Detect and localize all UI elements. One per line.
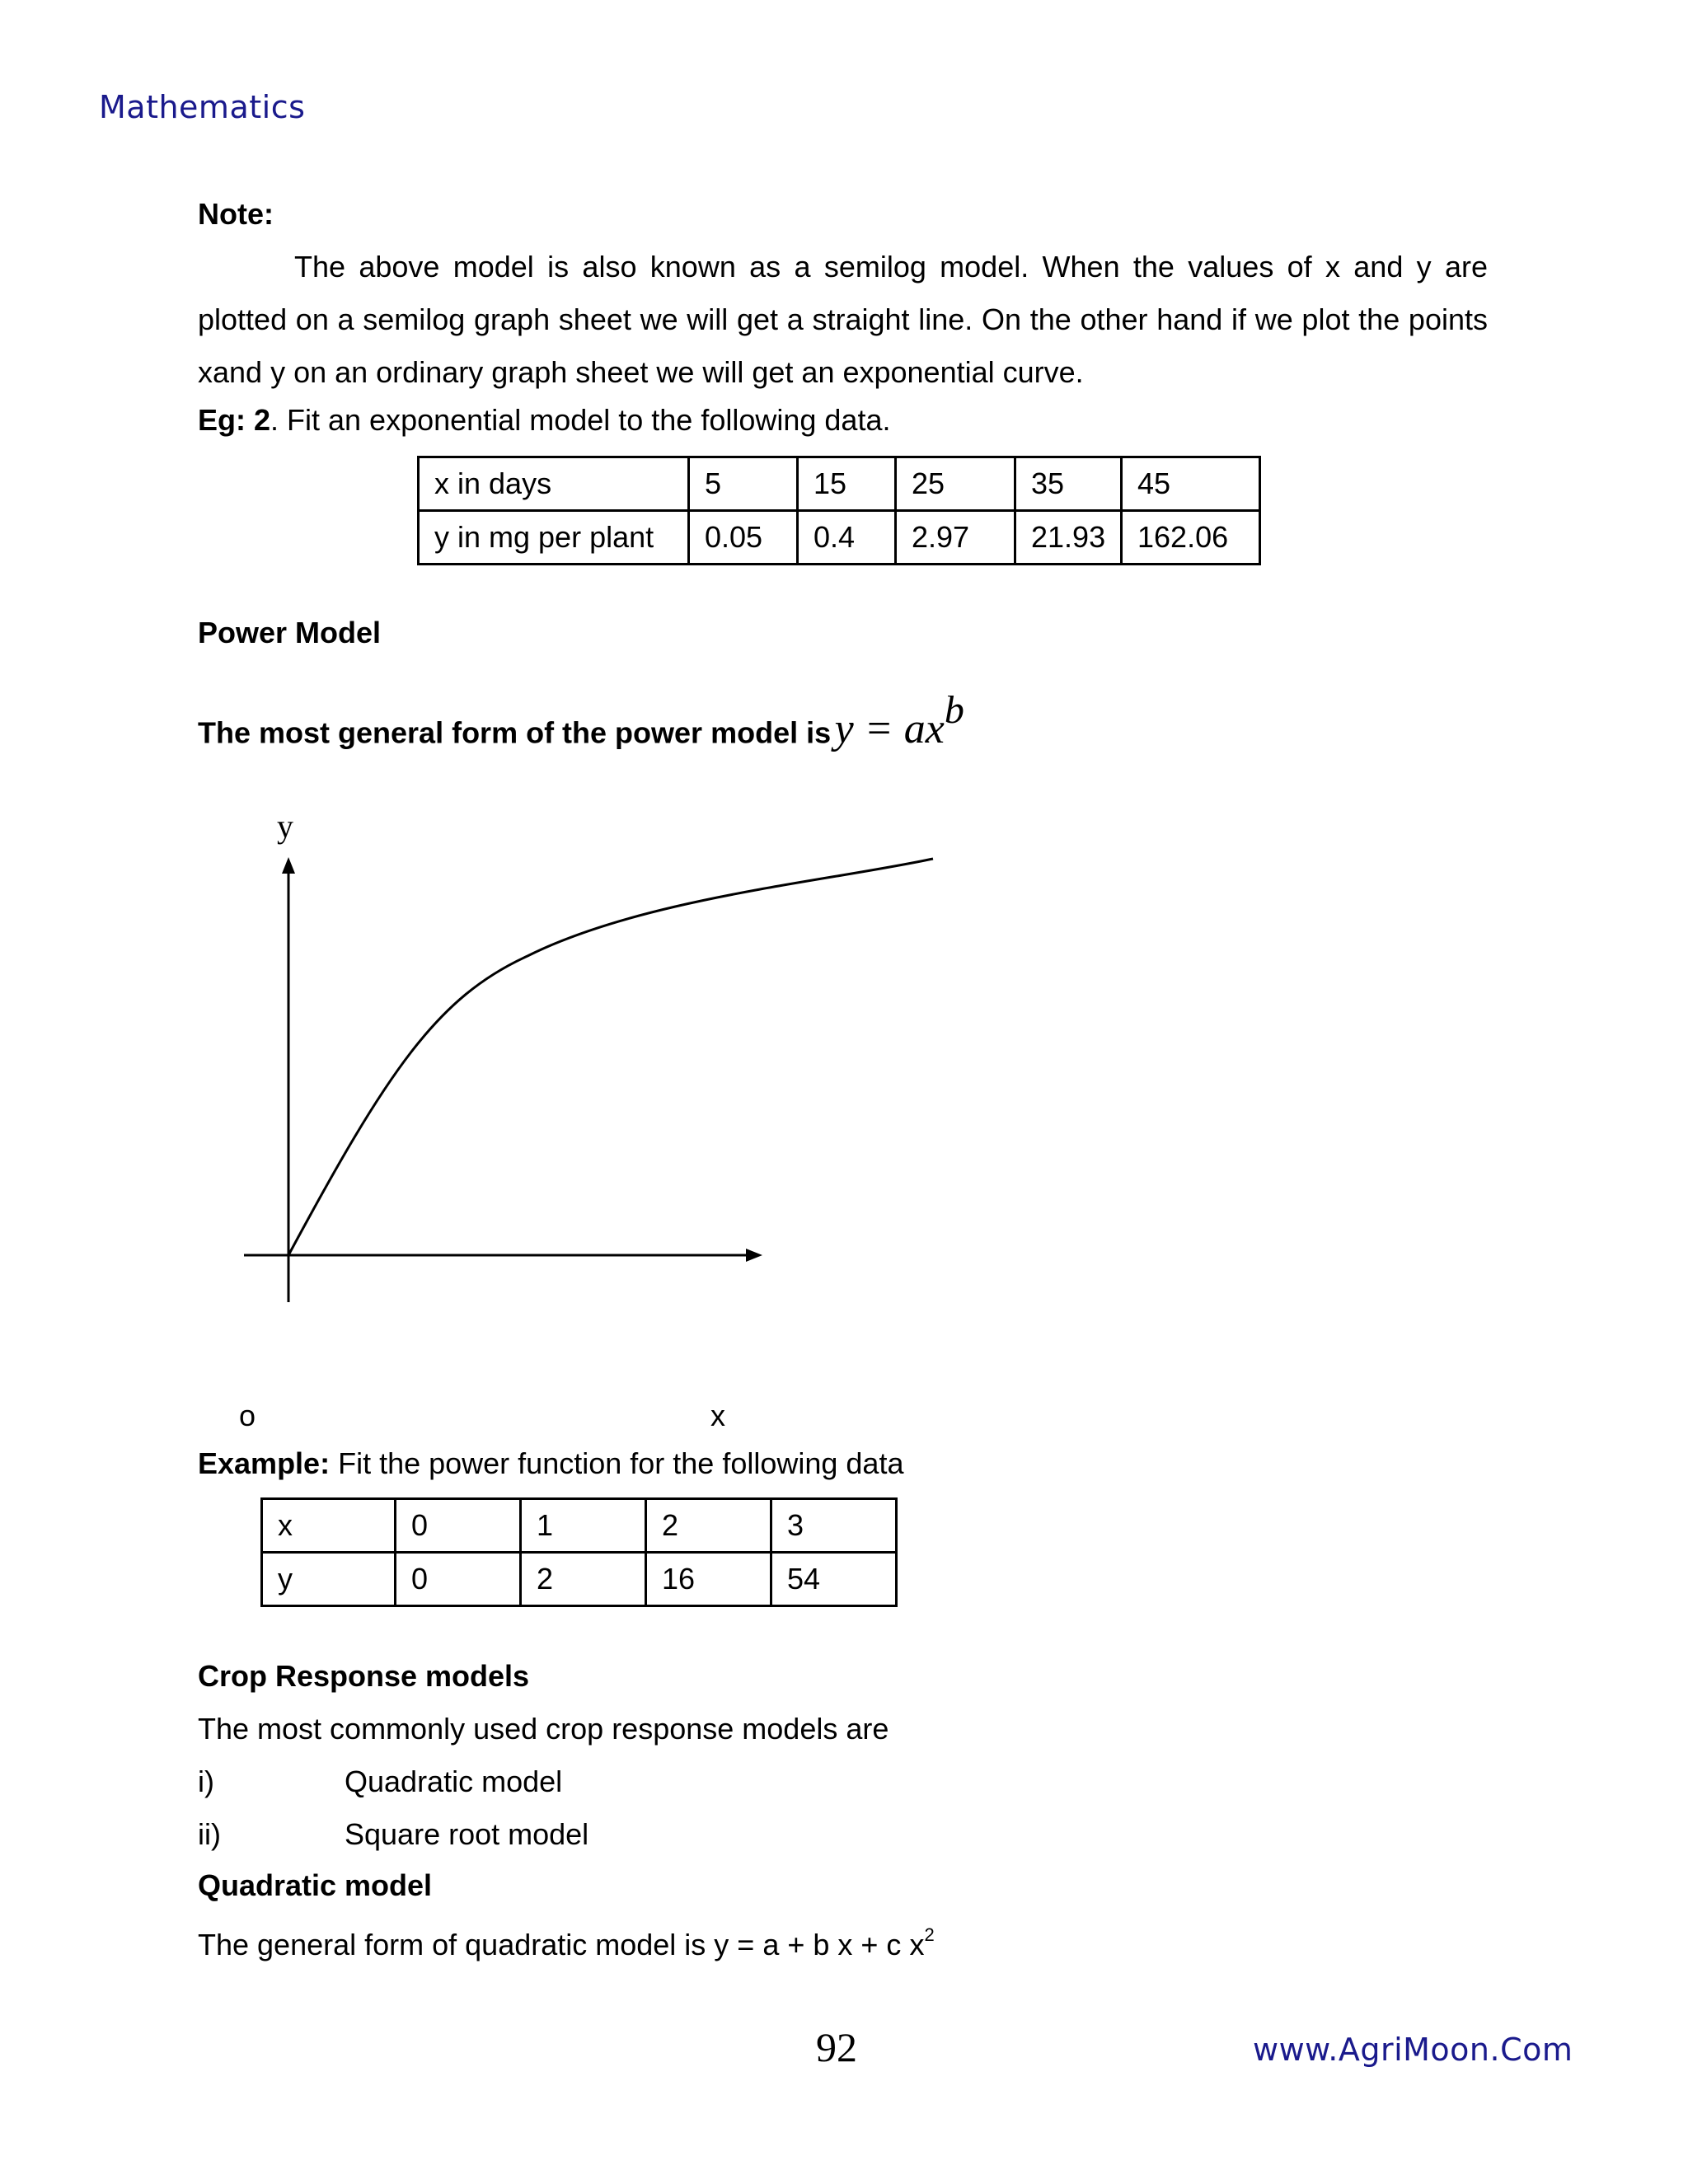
power-data-table <box>260 1497 898 1607</box>
table-cell: y <box>262 1553 396 1606</box>
table-cell: 2 <box>646 1499 771 1553</box>
power-model-heading: Power Model <box>198 616 382 649</box>
table-cell: 1 <box>521 1499 646 1553</box>
list-item: Square root model <box>345 1817 589 1851</box>
table-cell: 162.06 <box>1122 511 1260 565</box>
table-cell: 15 <box>798 457 896 511</box>
table-cell: 25 <box>896 457 1015 511</box>
note-heading: Note: <box>198 197 274 231</box>
example-line <box>198 1437 903 1490</box>
table-cell: 2 <box>521 1553 646 1606</box>
table-row <box>262 1499 897 1553</box>
list-item: Quadratic model <box>345 1765 563 1798</box>
power-curve <box>288 859 933 1255</box>
list-item-number: i) <box>198 1765 214 1798</box>
list-item-number: ii) <box>198 1817 221 1851</box>
table-cell: 0.05 <box>689 511 798 565</box>
graph-origin-label: o <box>239 1399 256 1432</box>
table-cell: y in mg per plant <box>419 511 689 565</box>
x-axis-arrow <box>746 1249 762 1262</box>
y-axis-arrow <box>282 857 295 874</box>
example-label: Example: <box>198 1446 331 1480</box>
graph-y-label: y <box>277 808 293 845</box>
example2-text: . Fit an exponential model to the following data. <box>270 403 891 437</box>
table-cell: x <box>262 1499 396 1553</box>
table-cell: 0 <box>396 1553 521 1606</box>
power-model-general-form-text: The most general form of the power model is <box>198 715 832 750</box>
table-cell: 54 <box>771 1553 897 1606</box>
power-formula-exponent: b <box>944 688 964 732</box>
graph-x-label: x <box>710 1399 725 1432</box>
table-cell: 3 <box>771 1499 897 1553</box>
table-cell: 16 <box>646 1553 771 1606</box>
example2-label: Eg: 2 <box>198 403 271 437</box>
table-row <box>262 1553 897 1606</box>
website-link[interactable]: www.AgriMoon.Com <box>1253 2032 1573 2068</box>
table-cell: 35 <box>1015 457 1122 511</box>
table-cell: 5 <box>689 457 798 511</box>
power-formula-base: y = ax <box>834 705 945 753</box>
quadratic-formula-text: The general form of quadratic model is y = a + b x + c x <box>198 1928 925 1961</box>
table-cell: 21.93 <box>1015 511 1122 565</box>
table-cell: 0.4 <box>798 511 896 565</box>
crop-response-intro: The most commonly used crop response models are <box>198 1712 889 1746</box>
quadratic-model-heading: Quadratic model <box>198 1868 433 1902</box>
quadratic-formula-sup: 2 <box>924 1924 935 1945</box>
table-cell: 0 <box>396 1499 521 1553</box>
note-paragraph-text: The above model is also known as a semilog model. When the values of x and y are plotted on a semilog graph sheet we will get a straight line. On the other hand if we plot the points xand y on an ordinary graph sheet we will get an exponential curve. <box>198 250 1488 389</box>
page-header-title: Mathematics <box>99 89 306 125</box>
table-cell: 45 <box>1122 457 1260 511</box>
table-cell: x in days <box>419 457 689 511</box>
table-cell: 2.97 <box>896 511 1015 565</box>
quadratic-model-formula <box>198 1912 935 1971</box>
crop-response-heading: Crop Response models <box>198 1659 530 1693</box>
example-text: Fit the power function for the following data <box>330 1446 904 1480</box>
page-number: 92 <box>816 2024 857 2070</box>
